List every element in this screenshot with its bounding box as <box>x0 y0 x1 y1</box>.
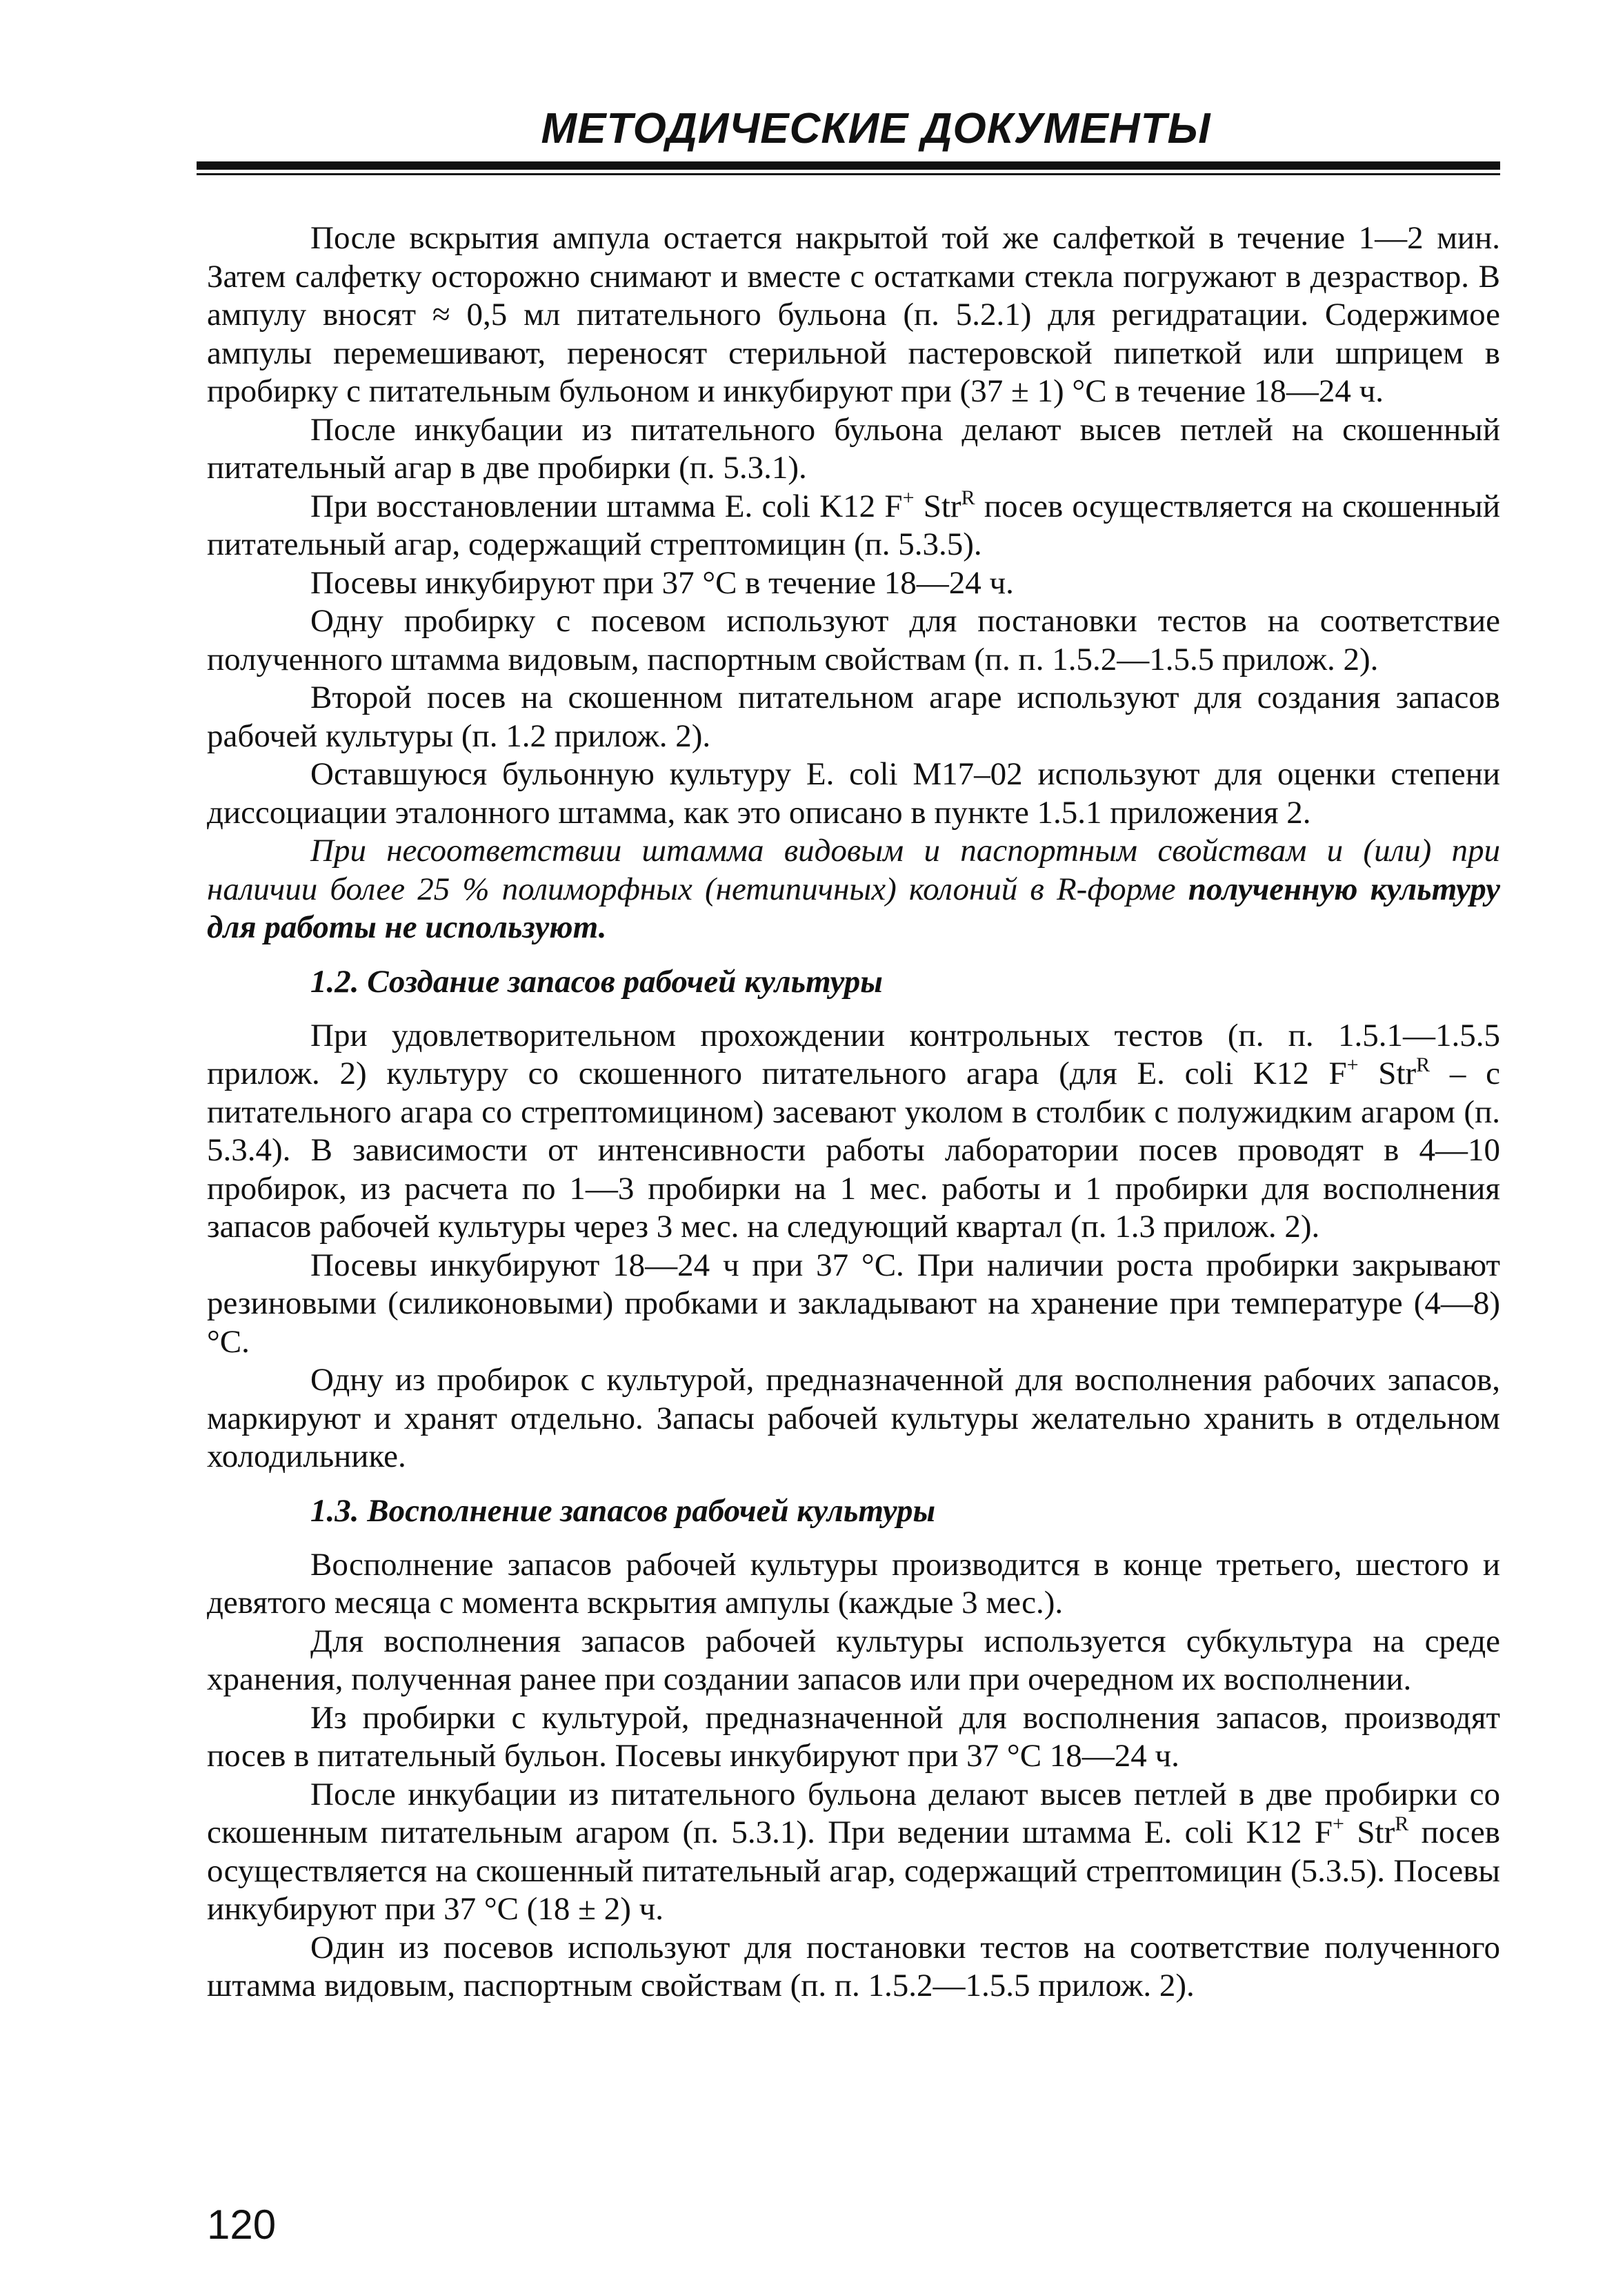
paragraph: Для восполнения запасов рабочей культуры используется субкультура на среде хранения, полученная ранее при создании запасов или при очередном их восполнении. <box>207 1623 1500 1697</box>
section-heading: 1.3. Восполнение запасов рабочей культуры <box>310 1492 936 1529</box>
superscript: + <box>1346 1053 1359 1076</box>
paragraph: После инкубации из питательного бульона делают высев петлей на скошенный питательный агар в две пробирки (п. 5.3.1). <box>207 411 1500 486</box>
paragraph: Посевы инкубируют при 37 °С в течение 18—24 ч. <box>310 564 1014 601</box>
paragraph: Посевы инкубируют 18—24 ч при 37 °С. При наличии роста пробирки закрывают резиновыми (силиконовыми) пробками и закладывают на хранение при температуре (4—8) °С. <box>207 1247 1500 1360</box>
text-run: – с питательного агара со стрептомицином) засевают уколом в столбик с полужидким агаром (п. 5.3.4). В зависимости от интенсивности работы лаборатории посев проводят в 4—10 пробирок, из расчета по 1—3 пробирки на 1 мес. работы и 1 пробирки для восполнения запасов рабочей культуры через 3 мес. на следующий квартал (п. 1.3 прилож. 2). <box>207 1056 1500 1245</box>
text-run: Str <box>1344 1814 1395 1850</box>
text-run: При восстановлении штамма E. coli K12 F <box>310 488 903 524</box>
header-rule-thick <box>197 161 1500 170</box>
paragraph <box>207 1776 1500 1929</box>
text-run: посев осуществляется на скошенный питательный агар, содержащий стрептомицин (5.3.5). Посевы инкубируют при 37 °С (18 ± 2) ч. <box>207 1814 1500 1927</box>
paragraph: Оставшуюся бульонную культуру E. coli M17–02 используют для оценки степени диссоциации эталонного штамма, как это описано в пункте 1.5.1 приложения 2. <box>207 756 1500 831</box>
document-body <box>207 219 1500 2006</box>
page-number: 120 <box>207 2201 277 2248</box>
text-run: При удовлетворительном прохождении контрольных тестов (п. п. 1.5.1—1.5.5 прилож. 2) культуру со скошенного питательного агара (для E. coli K12 F <box>207 1017 1500 1091</box>
superscript: + <box>902 486 915 509</box>
paragraph <box>207 488 1500 564</box>
superscript: R <box>961 486 975 509</box>
italic-note <box>207 832 1500 947</box>
paragraph: Одну из пробирок с культурой, предназначенной для восполнения рабочих запасов, маркируют и хранят отдельно. Запасы рабочей культуры желательно хранить в отдельном холодильнике. <box>207 1362 1500 1474</box>
superscript: R <box>1395 1812 1409 1835</box>
header-rule-thin <box>197 173 1500 175</box>
text-run: После инкубации из питательного бульона делают высев петлей в две пробирки со скошенным питательным агаром (п. 5.3.1). При ведении штамма E. coli K12 F <box>207 1776 1500 1850</box>
text-run: Str <box>1358 1056 1417 1091</box>
paragraph: Второй посев на скошенном питательном агаре используют для создания запасов рабочей культуры (п. 1.2 прилож. 2). <box>207 680 1500 754</box>
text-run: Str <box>914 488 961 524</box>
superscript: R <box>1416 1053 1430 1076</box>
section-heading: 1.2. Создание запасов рабочей культуры <box>310 963 883 1000</box>
page-header <box>197 103 1500 175</box>
paragraph: Из пробирки с культурой, предназначенной для восполнения запасов, производят посев в питательный бульон. Посевы инкубируют при 37 °С 18—24 ч. <box>207 1699 1500 1774</box>
text-run: посев осуществляется на скошенный питательный агар, содержащий стрептомицин (п. 5.3.5). <box>207 488 1500 562</box>
bold-text: полученную культуру для работы не используют. <box>207 871 1500 945</box>
header-title: МЕТОДИЧЕСКИЕ ДОКУМЕНТЫ <box>541 105 1211 152</box>
paragraph: Восполнение запасов рабочей культуры производится в конце третьего, шестого и девятого месяца с момента вскрытия ампулы (каждые 3 мес.). <box>207 1546 1500 1621</box>
superscript: + <box>1333 1812 1344 1835</box>
paragraph: Один из посевов используют для постановки тестов на соответствие полученного штамма видовым, паспортным свойствам (п. п. 1.5.2—1.5.5 прилож. 2). <box>207 1929 1500 2003</box>
paragraph <box>207 1017 1500 1247</box>
paragraph: После вскрытия ампула остается накрытой той же салфеткой в течение 1—2 мин. Затем салфетку осторожно снимают и вместе с остатками стекла погружают в дезраствор. В ампулу вносят ≈ 0,5 мл питательного бульона (п. 5.2.1) для регидратации. Содержимое ампулы перемешивают, переносят стерильной пастеровской пипеткой или шприцем в пробирку с питательным бульоном и инкубируют при (37 ± 1) °С в течение 18—24 ч. <box>207 220 1500 409</box>
text-run: При несоответствии штамма видовым и паспортным свойствам и (или) при наличии более 25 % полиморфных (нетипичных) колоний в R-форме <box>207 833 1500 907</box>
paragraph: Одну пробирку с посевом используют для постановки тестов на соответствие полученного штамма видовым, паспортным свойствам (п. п. 1.5.2—1.5.5 прилож. 2). <box>207 603 1500 677</box>
